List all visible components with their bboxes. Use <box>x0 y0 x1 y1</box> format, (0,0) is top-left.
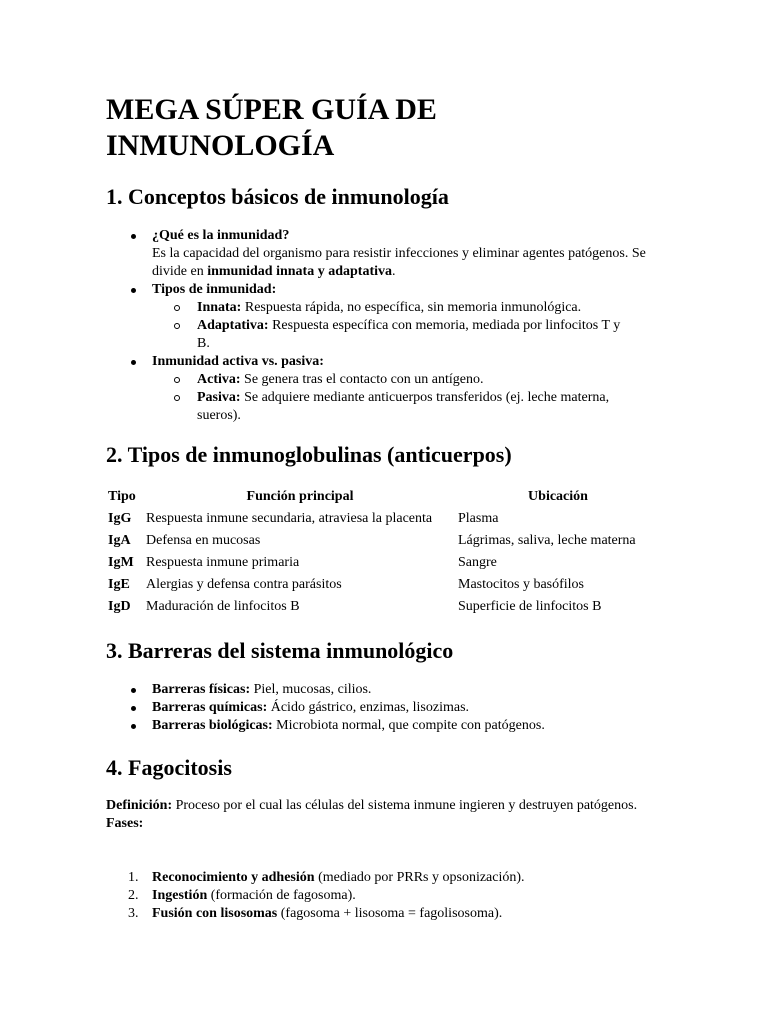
biologicas-label: Barreras biológicas: <box>152 718 273 733</box>
biologicas-text: Microbiota normal, que compite con patógenos. <box>272 718 545 733</box>
question-text-bold: inmunidad innata y adaptativa <box>207 264 393 279</box>
section-3-list <box>106 681 666 735</box>
innata-label: Innata: <box>197 300 242 315</box>
quimicas-label: Barreras químicas: <box>152 700 268 715</box>
pasiva-label: Pasiva: <box>197 390 241 405</box>
fase-number: 3. <box>128 906 139 921</box>
list-item-tipos <box>106 281 666 353</box>
cell-ubicacion: Sangre <box>458 555 497 570</box>
cell-ubicacion: Lágrimas, saliva, leche materna <box>458 533 636 548</box>
table-row <box>106 596 660 618</box>
section-4-heading: 4. Fagocitosis <box>106 755 232 780</box>
cell-tipo: IgA <box>108 533 131 548</box>
question-text: Es la capacidad del organismo para resistir infecciones y eliminar agentes patógenos. Se divide en <box>152 246 646 279</box>
list-item-que-es <box>106 227 666 281</box>
tipos-sublist <box>152 299 666 353</box>
fases-list <box>106 869 666 923</box>
section-2-heading: 2. Tipos de inmunoglobulinas (anticuerpos) <box>106 442 512 467</box>
activa-text: Se genera tras el contacto con un antígeno. <box>240 372 484 387</box>
list-item-activa-pasiva <box>106 353 666 425</box>
cell-funcion: Respuesta inmune primaria <box>146 555 300 570</box>
fisicas-label: Barreras físicas: <box>152 682 251 697</box>
header-tipo: Tipo <box>108 489 136 504</box>
cell-ubicacion: Mastocitos y basófilos <box>458 577 584 592</box>
quimicas-text: Ácido gástrico, enzimas, lisozimas. <box>267 700 470 715</box>
cell-ubicacion: Plasma <box>458 511 499 526</box>
immunoglobulin-table <box>106 486 660 618</box>
definition-text: Proceso por el cual las células del sistema inmune ingieren y destruyen patógenos. <box>172 798 638 813</box>
question-label: ¿Qué es la inmunidad? <box>152 228 290 243</box>
list-item-fase <box>106 905 666 923</box>
fisicas-text: Piel, mucosas, cilios. <box>250 682 372 697</box>
table-row <box>106 552 660 574</box>
fase-text: (fagosoma + lisosoma = fagolisosoma). <box>277 906 503 921</box>
fases-label: Fases: <box>106 816 144 831</box>
cell-funcion: Alergias y defensa contra parásitos <box>146 577 342 592</box>
sub-item-adaptativa <box>152 317 666 353</box>
sub-item-pasiva <box>152 389 666 425</box>
cell-ubicacion: Superficie de linfocitos B <box>458 599 602 614</box>
fase-number: 1. <box>128 870 139 885</box>
innata-text: Respuesta rápida, no específica, sin memoria inmunológica. <box>241 300 582 315</box>
document-title: MEGA SÚPER GUÍA DE INMUNOLOGÍA <box>106 93 437 162</box>
activa-pasiva-label: Inmunidad activa vs. pasiva: <box>152 354 324 369</box>
sub-item-activa <box>152 371 666 389</box>
adaptativa-label: Adaptativa: <box>197 318 269 333</box>
list-item-quimicas <box>106 699 666 717</box>
definition-label: Definición: <box>106 798 173 813</box>
section-1-heading: 1. Conceptos básicos de inmunología <box>106 184 449 209</box>
question-text-end: . <box>392 264 396 279</box>
adaptativa-text: Respuesta específica con memoria, mediada por linfocitos T y B. <box>197 318 621 351</box>
fase-label: Ingestión <box>152 888 208 903</box>
list-item-fase <box>106 887 666 905</box>
cell-funcion: Maduración de linfocitos B <box>146 599 300 614</box>
header-ubicacion: Ubicación <box>528 489 588 504</box>
list-item-biologicas <box>106 717 666 735</box>
fase-text: (formación de fagosoma). <box>207 888 356 903</box>
cell-tipo: IgE <box>108 577 130 592</box>
cell-tipo: IgG <box>108 511 132 526</box>
tipos-label: Tipos de inmunidad: <box>152 282 277 297</box>
header-funcion: Función principal <box>246 489 354 504</box>
sub-item-innata <box>152 299 666 317</box>
list-item-fase <box>106 869 666 887</box>
definition-paragraph <box>106 797 666 833</box>
fase-number: 2. <box>128 888 139 903</box>
fase-label: Reconocimiento y adhesión <box>152 870 315 885</box>
table-row <box>106 574 660 596</box>
fase-text: (mediado por PRRs y opsonización). <box>314 870 525 885</box>
list-item-fisicas <box>106 681 666 699</box>
table-header-row <box>106 486 660 508</box>
pasiva-text: Se adquiere mediante anticuerpos transferidos (ej. leche materna, sueros). <box>197 390 610 423</box>
cell-funcion: Respuesta inmune secundaria, atraviesa la placenta <box>146 511 433 526</box>
table-row <box>106 530 660 552</box>
activa-pasiva-sublist <box>152 371 666 425</box>
activa-label: Activa: <box>197 372 241 387</box>
section-1-list <box>106 227 666 425</box>
table-row <box>106 508 660 530</box>
section-3-heading: 3. Barreras del sistema inmunológico <box>106 638 454 663</box>
cell-funcion: Defensa en mucosas <box>146 533 261 548</box>
cell-tipo: IgM <box>108 555 134 570</box>
fase-label: Fusión con lisosomas <box>152 906 278 921</box>
cell-tipo: IgD <box>108 599 131 614</box>
